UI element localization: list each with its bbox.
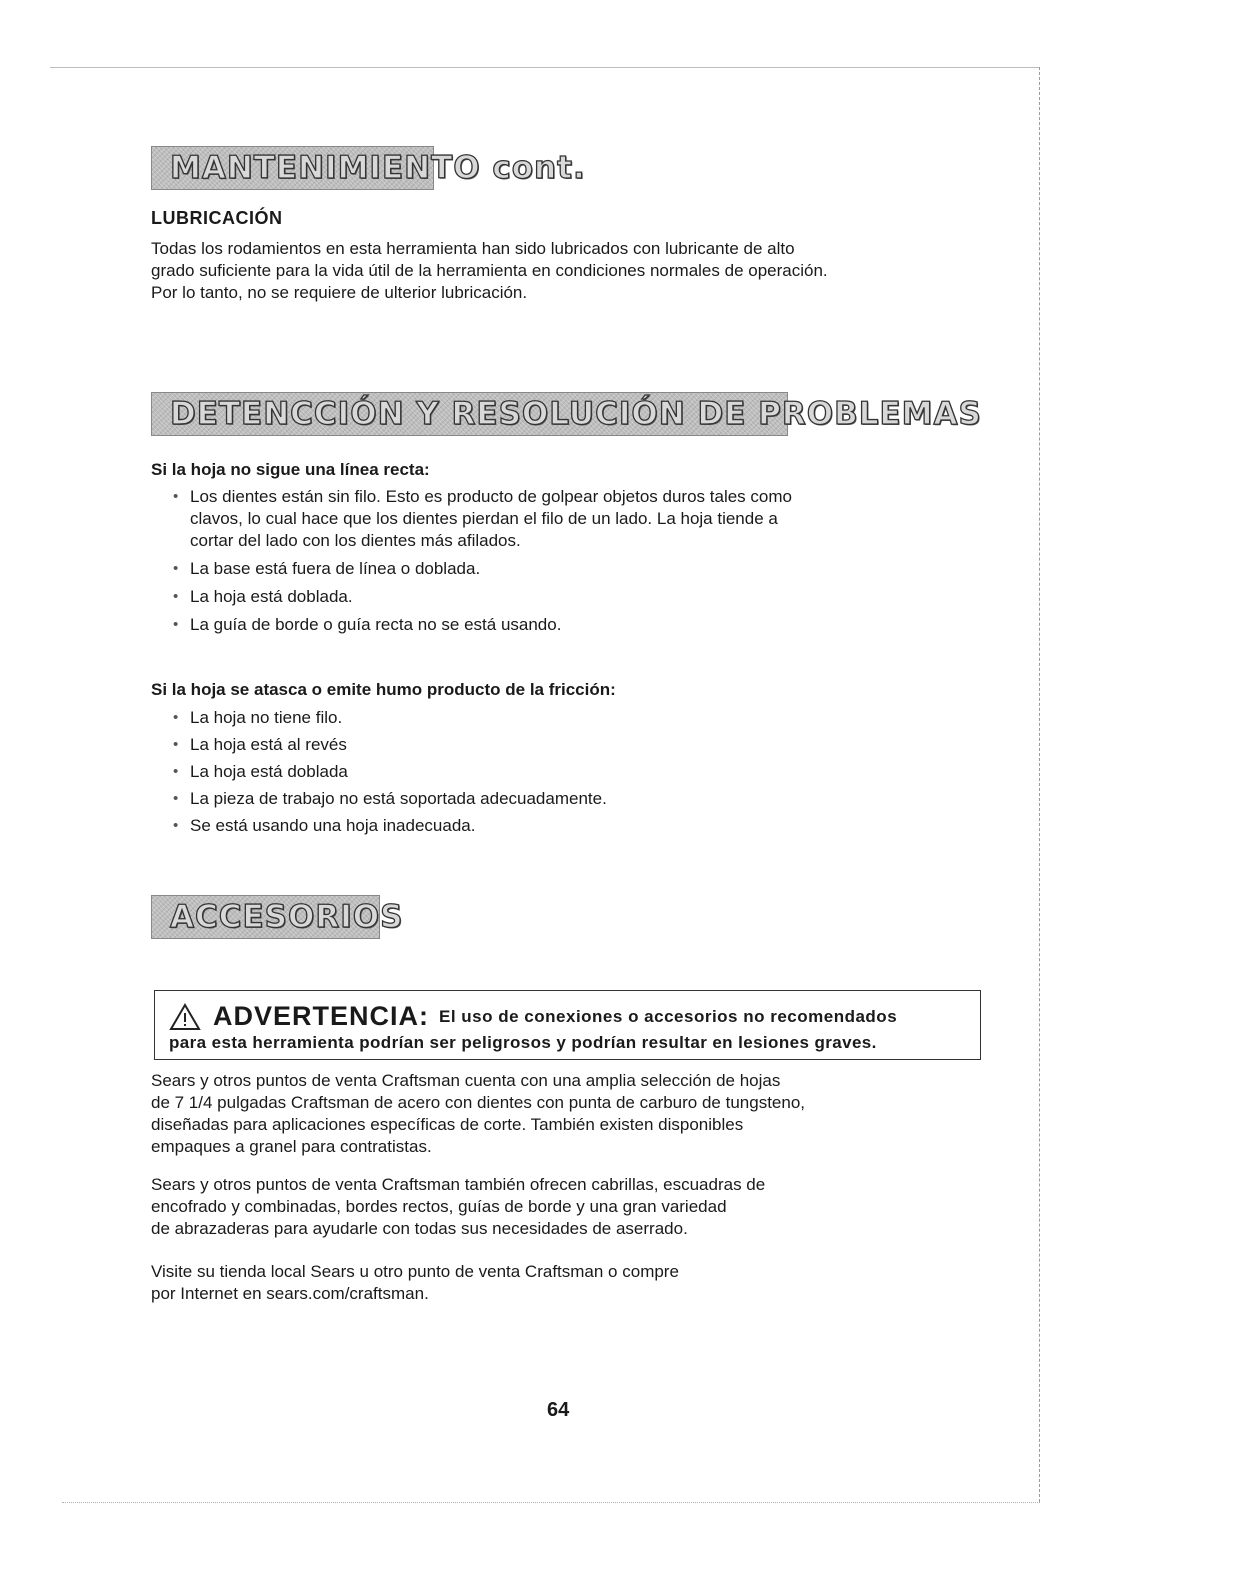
list-item — [171, 586, 792, 608]
accessories-banner-text: ACCESORIOS — [170, 899, 404, 935]
list-item-line: • La hoja está doblada. — [190, 587, 353, 606]
list-item-line: cortar del lado con los dientes más afilados. — [190, 531, 521, 550]
paragraph-line: Sears y otros puntos de venta Craftsman también ofrecen cabrillas, escuadras de — [151, 1175, 766, 1194]
lubrication-line: Por lo tanto, no se requiere de ulterior lubricación. — [151, 283, 528, 302]
list-item: • La hoja está al revés — [171, 734, 607, 756]
troubleshooting-banner — [151, 392, 982, 436]
lubrication-line: Todas los rodamientos en esta herramienta han sido lubricados con lubricante de alto — [151, 239, 795, 258]
paragraph-line: diseñadas para aplicaciones específicas de corte. También existen disponibles — [151, 1115, 744, 1134]
list-item — [171, 614, 792, 636]
paragraph-line: de abrazaderas para ayudarle con todas sus necesidades de aserrado. — [151, 1219, 688, 1238]
warning-line-1 — [169, 1001, 980, 1032]
list-item — [171, 486, 792, 552]
troubleshooting-banner-text: DETENCCIÓN Y RESOLUCIÓN DE PROBLEMAS — [170, 396, 982, 432]
paragraph-line: Visite su tienda local Sears u otro punto de venta Craftsman o compre — [151, 1262, 679, 1281]
warning-triangle-icon — [169, 1003, 201, 1031]
warning-box — [154, 990, 981, 1060]
accessories-paragraph-3 — [151, 1261, 679, 1305]
maintenance-banner — [151, 146, 586, 190]
lubrication-paragraph — [151, 238, 828, 304]
list-item: • La pieza de trabajo no está soportada adecuadamente. — [171, 788, 607, 810]
lubrication-title: LUBRICACIÓN — [151, 208, 283, 228]
list-item: • La hoja está doblada — [171, 761, 607, 783]
page-border-right — [1039, 67, 1040, 1502]
list-item-line: • Los dientes están sin filo. Esto es producto de golpear objetos duros tales como — [190, 487, 792, 506]
paragraph-line: Sears y otros puntos de venta Craftsman cuenta con una amplia selección de hojas — [151, 1071, 781, 1090]
page-border-top — [50, 67, 1040, 68]
list-item — [171, 558, 792, 580]
accessories-paragraph-2 — [151, 1174, 765, 1240]
troubleshooting-heading-friction: Si la hoja se atasca o emite humo producto de la fricción: — [151, 680, 616, 699]
paragraph-line: encofrado y combinadas, bordes rectos, guías de borde y una gran variedad — [151, 1197, 727, 1216]
paragraph-line: empaques a granel para contratistas. — [151, 1137, 432, 1156]
page-border-bottom — [62, 1502, 1040, 1503]
list-item-line: • La base está fuera de línea o doblada. — [190, 559, 481, 578]
friction-causes-list — [171, 707, 607, 842]
lubrication-line: grado suficiente para la vida útil de la herramienta en condiciones normales de operación. — [151, 261, 828, 280]
page-number: 64 — [547, 1399, 570, 1421]
accessories-banner — [151, 895, 404, 939]
troubleshooting-heading-straight-line: Si la hoja no sigue una línea recta: — [151, 460, 430, 479]
warning-text-1: El uso de conexiones o accesorios no recomendados — [439, 1006, 898, 1026]
warning-text-2: para esta herramienta podrían ser peligrosos y podrían resultar en lesiones graves. — [169, 1033, 877, 1052]
straight-line-causes-list — [171, 486, 792, 642]
accessories-paragraph-1 — [151, 1070, 805, 1158]
warning-word: ADVERTENCIA: — [213, 1001, 430, 1031]
list-item: • La hoja no tiene filo. — [171, 707, 607, 729]
paragraph-line: por Internet en sears.com/craftsman. — [151, 1284, 429, 1303]
list-item: • Se está usando una hoja inadecuada. — [171, 815, 607, 837]
list-item-line: • La guía de borde o guía recta no se está usando. — [190, 615, 562, 634]
maintenance-banner-text: MANTENIMIENTO cont. — [170, 150, 586, 186]
paragraph-line: de 7 1/4 pulgadas Craftsman de acero con dientes con punta de carburo de tungsteno, — [151, 1093, 806, 1112]
list-item-line: clavos, lo cual hace que los dientes pierdan el filo de un lado. La hoja tiende a — [190, 509, 778, 528]
